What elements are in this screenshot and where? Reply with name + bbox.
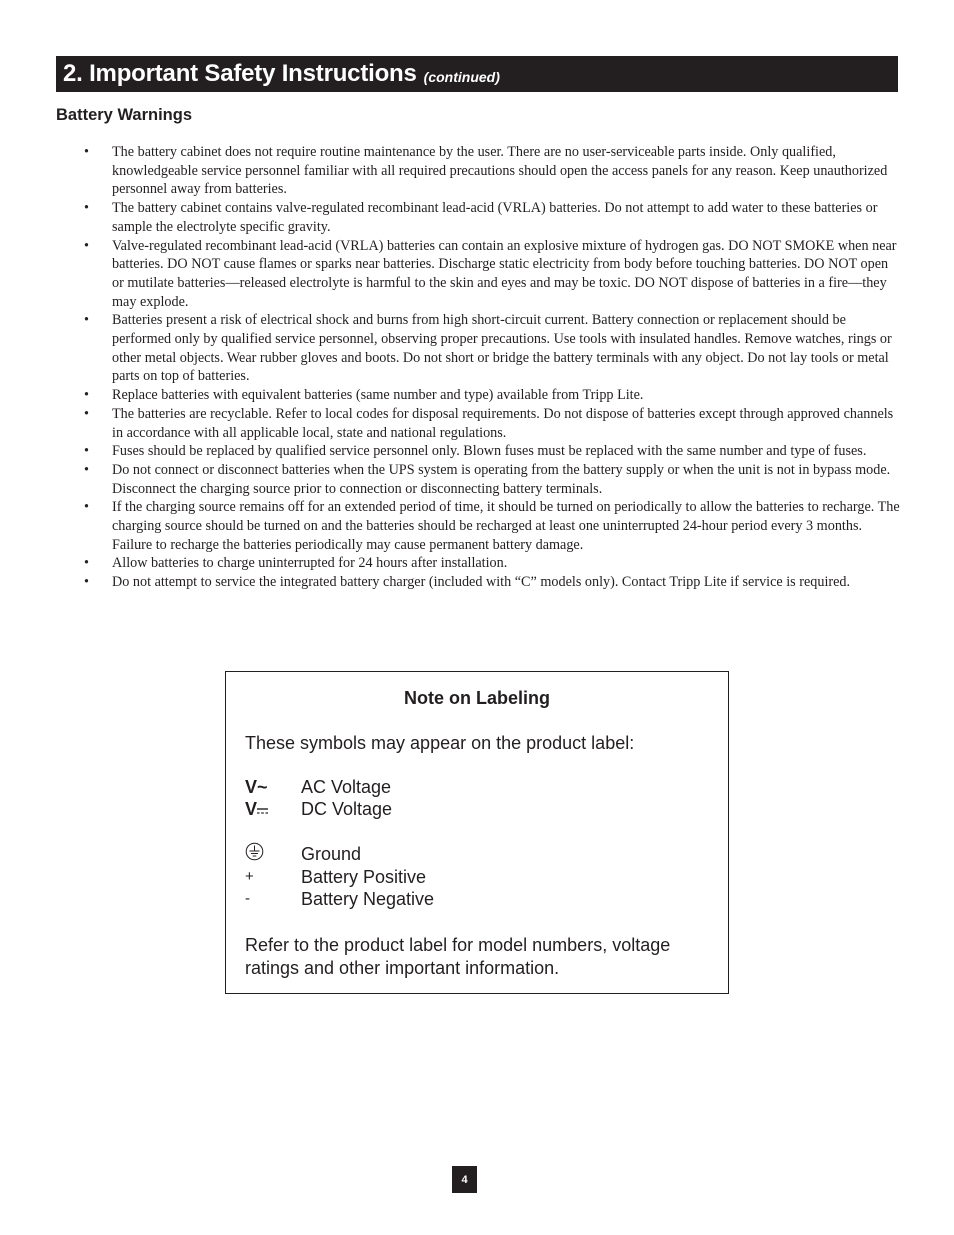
list-item: • Replace batteries with equivalent batteries (same number and type) available from Tripp Lite. [56,386,900,405]
list-item: • The battery cabinet does not require routine maintenance by the user. There are no user-serviceable parts inside. Only qualified, knowledgeable service personnel familiar with all required precautions should open the access panels for any reason. Keep unauthorized personnel away from batteries. [56,143,900,199]
list-item: • The batteries are recyclable. Refer to local codes for disposal requirements. Do not dispose of batteries except through approved channels in accordance with all applicable local, state and national regulations. [56,405,900,442]
dc-voltage-row [245,799,705,821]
labeling-note-box [225,671,729,994]
ground-label: Ground [301,844,362,864]
battery-positive-row [245,867,705,889]
section-header [56,56,898,92]
battery-negative-label: Battery Negative [301,889,435,909]
dc-voltage-label: DC Voltage [301,799,393,819]
ac-voltage-symbol: V~ [245,777,268,797]
page-title: 2. Important Safety Instructions [63,60,417,87]
list-item: • If the charging source remains off for an extended period of time, it should be turned on periodically to allow the batteries to recharge. The charging source should be turned on and the batteries should be recharged at least one uninterrupted 24-hour period every 3 months. Failure to recharge the batteries periodically may cause permanent battery damage. [56,498,900,554]
list-item: • Fuses should be replaced by qualified service personnel only. Blown fuses must be replaced with the same number and type of fuses. [56,442,900,461]
list-item: • Allow batteries to charge uninterrupted for 24 hours after installation. [56,554,900,573]
note-title: Note on Labeling [404,688,550,708]
battery-positive-label: Battery Positive [301,867,427,887]
page-number: 4 [452,1166,477,1193]
list-item: • Valve-regulated recombinant lead-acid (VRLA) batteries can contain an explosive mixture of hydrogen gas. DO NOT SMOKE when near batteries. DO NOT cause flames or sparks near batteries. Discharge static electricity from body before touching batteries. DO NOT open or mutilate batteries—released electrolyte is harmful to the skin and eyes and may be toxic. DO NOT dispose of batteries in a fire—they may explode. [56,237,900,312]
list-item: • Do not connect or disconnect batteries when the UPS system is operating from the battery supply or when the unit is not in bypass mode. Disconnect the charging source prior to connection or disconnecting battery terminals. [56,461,900,498]
list-item: • Batteries present a risk of electrical shock and burns from high short-circuit current. Battery connection or replacement should be performed only by qualified service personnel, observing proper precautions. Use tools with insulated handles. Remove watches, rings or other metal objects. Wear rubber gloves and boots. Do not short or bridge the battery terminals with any object. Do not lay tools or metal parts on top of batteries. [56,311,900,386]
battery-warnings-list [56,143,900,592]
title-continued: (continued) [423,69,500,85]
section-heading: Battery Warnings [56,106,192,124]
dc-lines-icon [257,801,268,815]
ground-row [245,844,705,866]
minus-icon: - [245,890,250,907]
ac-voltage-row [245,777,705,799]
dc-voltage-symbol: V [245,799,258,819]
note-intro: These symbols may appear on the product label: [245,733,635,753]
plus-icon: + [245,868,254,885]
list-item: • Do not attempt to service the integrated battery charger (included with “C” models only). Contact Tripp Lite if service is required. [56,573,900,592]
ac-voltage-label: AC Voltage [301,777,392,797]
dc-symbol-icon [245,799,285,820]
note-footer: Refer to the product label for model numbers, voltage ratings and other important information. [245,935,671,978]
list-item: • The battery cabinet contains valve-regulated recombinant lead-acid (VRLA) batteries. Do not attempt to add water to these batteries or sample the electrolyte specific gravity. [56,199,900,236]
battery-negative-row [245,889,705,911]
